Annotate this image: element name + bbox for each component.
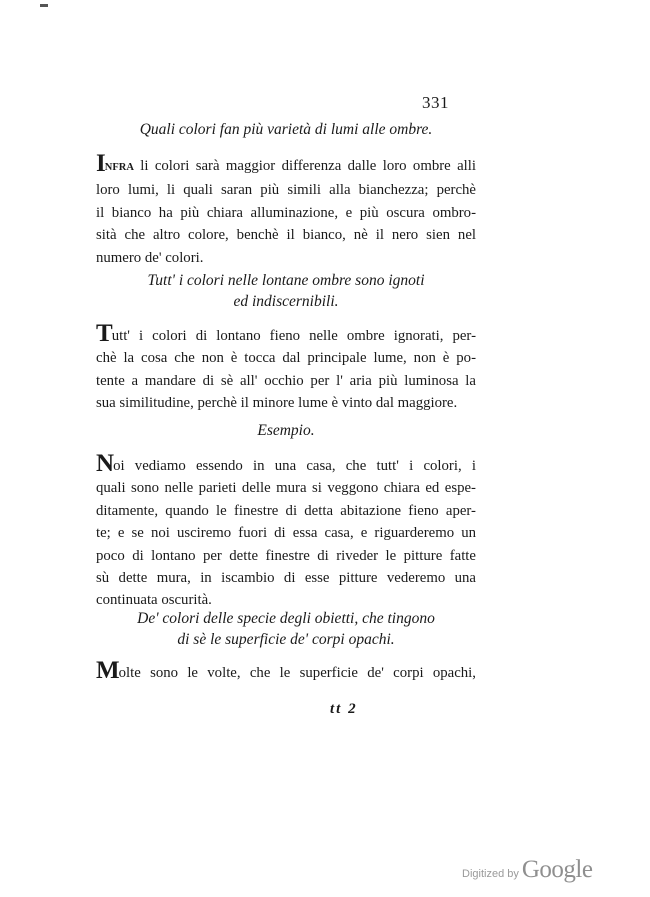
text-line: sità che altro colore, benchè il bianco, nè il nero sien nel <box>96 227 476 244</box>
section-1-body <box>96 150 476 269</box>
drop-cap: N <box>96 450 114 477</box>
small-caps: NFRA <box>104 162 134 173</box>
text-line <box>96 657 476 684</box>
page-number: 331 <box>422 93 449 112</box>
section-heading <box>96 270 476 312</box>
text-line: quali sono nelle parieti delle mura si veggono chiara ed espe- <box>96 480 476 497</box>
line-text: utt' i colori di lontano fieno nelle ombre ignorati, per- <box>111 328 476 344</box>
paragraph <box>96 450 476 612</box>
text-line: continuata oscurità. <box>96 592 212 609</box>
section-heading <box>96 119 476 140</box>
section-1 <box>96 119 476 140</box>
heading-line: ed indiscernibili. <box>233 293 339 310</box>
section-2-body <box>96 320 476 415</box>
paragraph <box>96 320 476 415</box>
signature-mark: tt 2 <box>330 701 358 717</box>
text-line: sù dette mura, in iscambio di esse pitture vederemo una <box>96 570 476 587</box>
section-heading <box>96 608 476 650</box>
heading-line: di sè le superficie de' corpi opachi. <box>177 631 395 648</box>
text-line: te; e se noi usciremo fuori di essa casa, e riguarderemo un <box>96 525 476 542</box>
section-heading <box>96 420 476 441</box>
watermark-prefix: Digitized by <box>462 868 519 880</box>
line-text: oi vediamo essendo in una casa, che tutt' i colori, i <box>113 458 476 474</box>
heading-line: Esempio. <box>257 422 315 439</box>
heading-line: Quali colori fan più varietà di lumi alle ombre. <box>139 121 433 138</box>
section-3-body <box>96 450 476 612</box>
heading-line: De' colori delle specie degli obietti, che tingono <box>137 610 435 627</box>
text-line <box>96 320 476 347</box>
text-line: ditamente, quando le finestre di detta abitazione fieno aper- <box>96 502 476 519</box>
text-line: sua similitudine, perchè il minore lume è vinto dal maggiore. <box>96 395 458 412</box>
line-text: li colori sarà maggior differenza dalle loro ombre alli <box>133 158 476 174</box>
text-line <box>96 150 476 179</box>
paragraph <box>96 657 476 684</box>
scan-mark <box>40 4 48 7</box>
text-line: il bianco ha più chiara alluminazione, e più oscura ombro- <box>96 204 476 221</box>
section-2 <box>96 270 476 312</box>
section-4 <box>96 608 476 650</box>
drop-cap: M <box>96 657 119 684</box>
text-line <box>96 450 476 477</box>
section-3 <box>96 420 476 441</box>
text-line: tente a mandare di sè all' occhio per l' aria più luminosa la <box>96 372 476 389</box>
text-line: chè la cosa che non è tocca dal principale lume, non è po- <box>96 350 476 367</box>
paragraph <box>96 150 476 269</box>
digitized-watermark <box>462 856 592 884</box>
drop-cap: I <box>96 150 105 177</box>
google-logo: Google <box>521 856 593 883</box>
heading-line: Tutt' i colori nelle lontane ombre sono ignoti <box>147 272 425 289</box>
section-4-body <box>96 657 476 684</box>
text-line: poco di lontano per dette finestre di riveder le pitture fatte <box>96 547 476 564</box>
text-line: loro lumi, li quali saran più simili alla bianchezza; perchè <box>96 182 476 199</box>
line-text: olte sono le volte, che le superficie de' corpi opachi, <box>118 665 476 681</box>
drop-cap: T <box>96 320 112 347</box>
text-line: numero de' colori. <box>96 249 204 266</box>
